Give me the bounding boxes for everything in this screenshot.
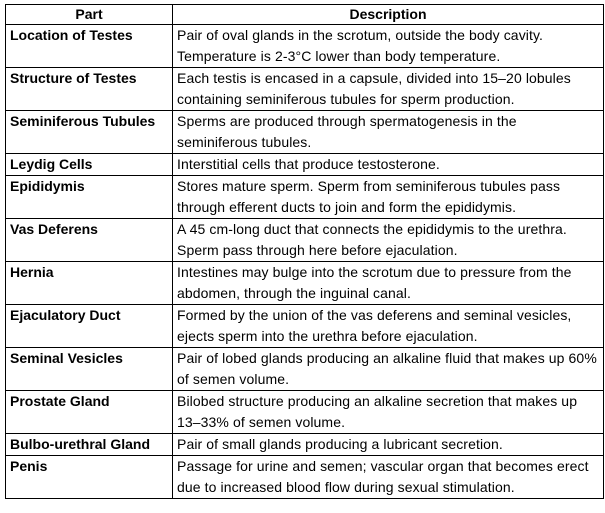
table-row (6, 348, 604, 391)
description-cell: Formed by the union of the vas deferens and seminal vesicles, ejects sperm into the urethra before ejaculation. (173, 305, 604, 348)
part-cell: Structure of Testes (6, 68, 173, 111)
description-column-header: Description (173, 5, 604, 25)
description-cell: Pair of oval glands in the scrotum, outside the body cavity. Temperature is 2-3°C lower than body temperature. (173, 25, 604, 68)
part-cell: Prostate Gland (6, 391, 173, 434)
part-cell: Location of Testes (6, 25, 173, 68)
description-cell: Stores mature sperm. Sperm from seminiferous tubules pass through efferent ducts to join and form the epididymis. (173, 176, 604, 219)
table-row (6, 154, 604, 176)
description-cell: Intestines may bulge into the scrotum due to pressure from the abdomen, through the inguinal canal. (173, 262, 604, 305)
part-cell: Ejaculatory Duct (6, 305, 173, 348)
description-cell: Bilobed structure producing an alkaline secretion that makes up 13–33% of semen volume. (173, 391, 604, 434)
table-row (6, 456, 604, 499)
description-cell: Each testis is encased in a capsule, divided into 15–20 lobules containing seminiferous tubules for sperm production. (173, 68, 604, 111)
table-row (6, 68, 604, 111)
part-cell: Leydig Cells (6, 154, 173, 176)
table-row (6, 25, 604, 68)
part-cell: Bulbo-urethral Gland (6, 434, 173, 456)
description-cell: Pair of small glands producing a lubricant secretion. (173, 434, 604, 456)
part-cell: Hernia (6, 262, 173, 305)
table-row (6, 219, 604, 262)
table-header-row (6, 5, 604, 25)
description-cell: Sperms are produced through spermatogenesis in the seminiferous tubules. (173, 111, 604, 154)
part-cell: Seminiferous Tubules (6, 111, 173, 154)
reproductive-parts-table (5, 4, 604, 499)
table-row (6, 391, 604, 434)
description-cell: Passage for urine and semen; vascular organ that becomes erect due to increased blood flow during sexual stimulation. (173, 456, 604, 499)
description-cell: Pair of lobed glands producing an alkaline fluid that makes up 60% of semen volume. (173, 348, 604, 391)
description-cell: A 45 cm-long duct that connects the epididymis to the urethra. Sperm pass through here before ejaculation. (173, 219, 604, 262)
table-row (6, 176, 604, 219)
table-row (6, 262, 604, 305)
part-column-header: Part (6, 5, 173, 25)
part-cell: Vas Deferens (6, 219, 173, 262)
table-row (6, 305, 604, 348)
table-row (6, 111, 604, 154)
table-row (6, 434, 604, 456)
part-cell: Penis (6, 456, 173, 499)
part-cell: Epididymis (6, 176, 173, 219)
part-cell: Seminal Vesicles (6, 348, 173, 391)
description-cell: Interstitial cells that produce testosterone. (173, 154, 604, 176)
